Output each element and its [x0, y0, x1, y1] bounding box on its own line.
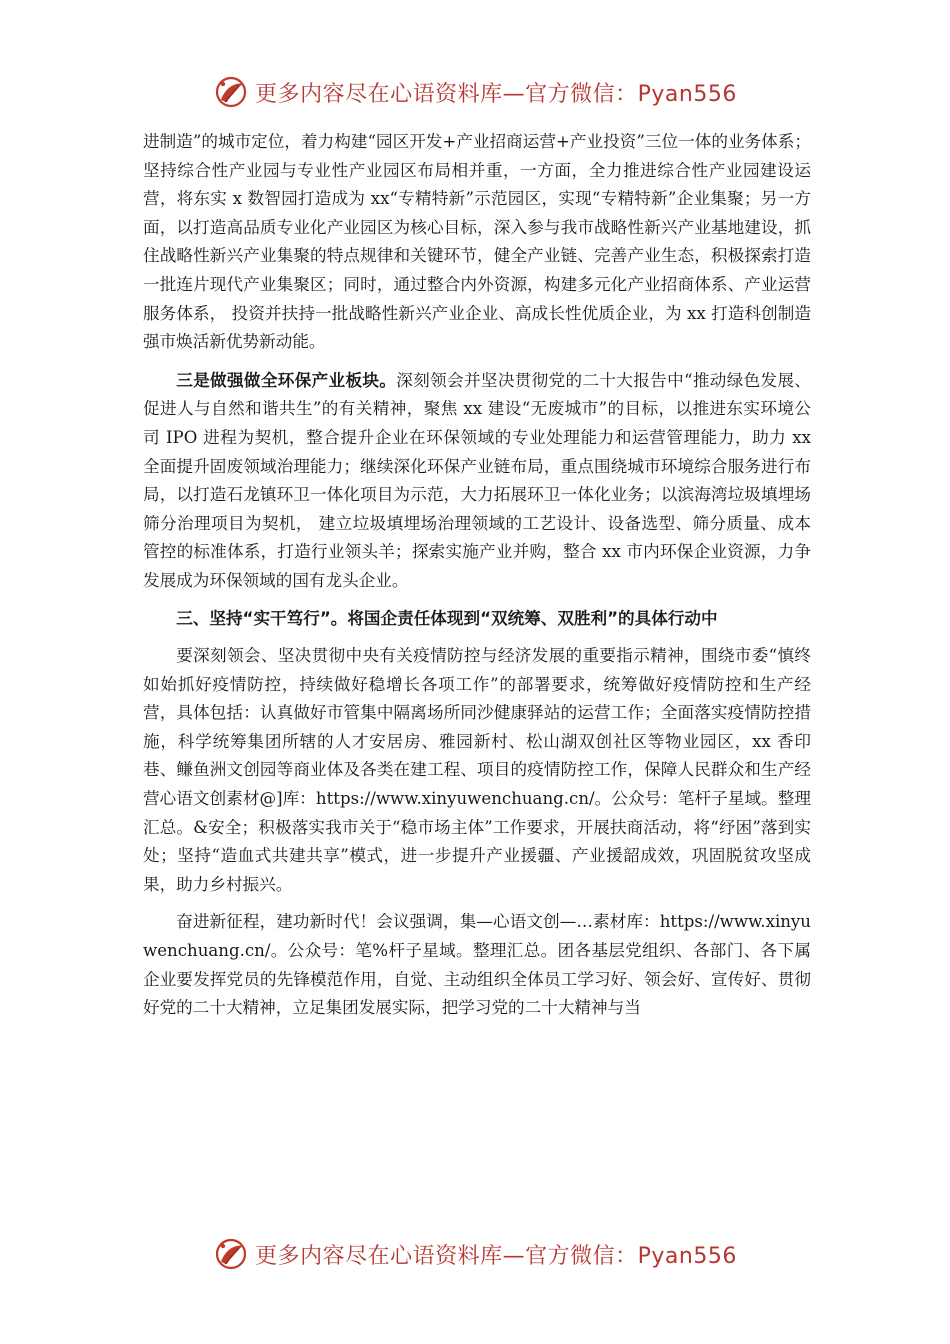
paragraph-3: 要深刻领会、坚决贯彻中央有关疫情防控与经济发展的重要指示精神，围绕市委“慎终如始抓好疫情防控，持续做好稳增长各项工作”的部署要求，统筹做好疫情防控和生产经营，具体包括：认真做好市管集中隔离场所同沙健康驿站的运营工作；全面落实疫情防控措施，科学统筹集团所辖的人才安居房、雅园新村、松山湖双创社区等物业园区，xx 香印巷、鳒鱼洲文创园等商业体及各类在建工程、项目的疫情防控工作，保障人民群众和生产经营心语文创素材@]库：https://www.xinyuwenchuang.cn/。公众号：笔杆子星域。整理汇总。&安全；积极落实我市关于“稳市场主体”工作要求，开展扶商活动，将“纾困”落到实处；坚持“造血式共建共享”模式，进一步提升产业援疆、产业援韶成效，巩固脱贫攻坚成果，助力乡村振兴。	[143, 646, 811, 894]
paragraph-4: 奋进新征程，建功新时代！会议强调，集—心语文创—…素材库：https://www.xinyuwenchuang.cn/。公众号：笔%杆子星域。整理汇总。团各基层党组织、各部门、各下属企业要发挥党员的先锋模范作用，自觉、主动组织全体员工学习好、领会好、宣传好、贯彻好党的二十大精神，立足集团发展实际，把学习党的二十大精神与当	[143, 912, 811, 1018]
section-heading-3: 三、坚持“实干笃行”。将国企责任体现到“双统筹、双胜利”的具体行动中	[176, 608, 718, 628]
logo-icon	[213, 74, 249, 110]
logo-icon	[213, 1236, 249, 1272]
footer-banner	[0, 1234, 950, 1274]
header-banner-text: 更多内容尽在心语资料库—官方微信：Pyan556	[255, 81, 737, 107]
paragraph-2-text: 深刻领会并坚决贯彻党的二十大报告中“推动绿色发展、促进人与自然和谐共生”的有关精神，聚焦 xx 建设“无废城市”的目标，以推进东实环境公司 IPO 进程为契机，整合提升企业在环保领域的专业处理能力和运营管理能力，助力 xx 全面提升固废领域治理能力；继续深化环保产业链布局，重点围绕城市环境综合服务进行布局，以打造石龙镇环卫一体化项目为示范，大力拓展环卫一体化业务；以滨海湾垃圾填埋场筛分治理项目为契机， 建立垃圾填埋场治理领域的工艺设计、设备选型、筛分质量、成本管控的标准体系，打造行业领头羊；探索实施产业并购，整合 xx 市内环保企业资源，力争发展成为环保领域的国有龙头企业。	[143, 370, 811, 590]
footer-banner-text: 更多内容尽在心语资料库—官方微信：Pyan556	[255, 1243, 737, 1269]
header-banner	[0, 72, 950, 112]
paragraph-2	[143, 366, 811, 596]
paragraph-2-lead: 三是做强做全环保产业板块。	[176, 369, 397, 390]
paragraph-1: 进制造”的城市定位，着力构建“园区开发+产业招商运营+产业投资”三位一体的业务体系；坚持综合性产业园与专业性产业园区布局相并重，一方面，全力推进综合性产业园建设运营，将东实 x 数智园打造成为 xx“专精特新”示范园区，实现“专精特新”企业集聚；另一方面，以打造高品质专业化产业园区为核心目标，深入参与我市战略性新兴产业基地建设，抓住战略性新兴产业集聚的特点规律和关键环节，健全产业链、完善产业生态，积极探索打造一批连片现代产业集聚区；同时，通过整合内外资源，构建多元化产业招商体系、产业运营服务体系， 投资并扶持一批战略性新兴产业企业、高成长性优质企业，为 xx 打造科创制造强市焕活新优势新动能。	[143, 132, 811, 352]
document-body	[143, 128, 811, 1023]
